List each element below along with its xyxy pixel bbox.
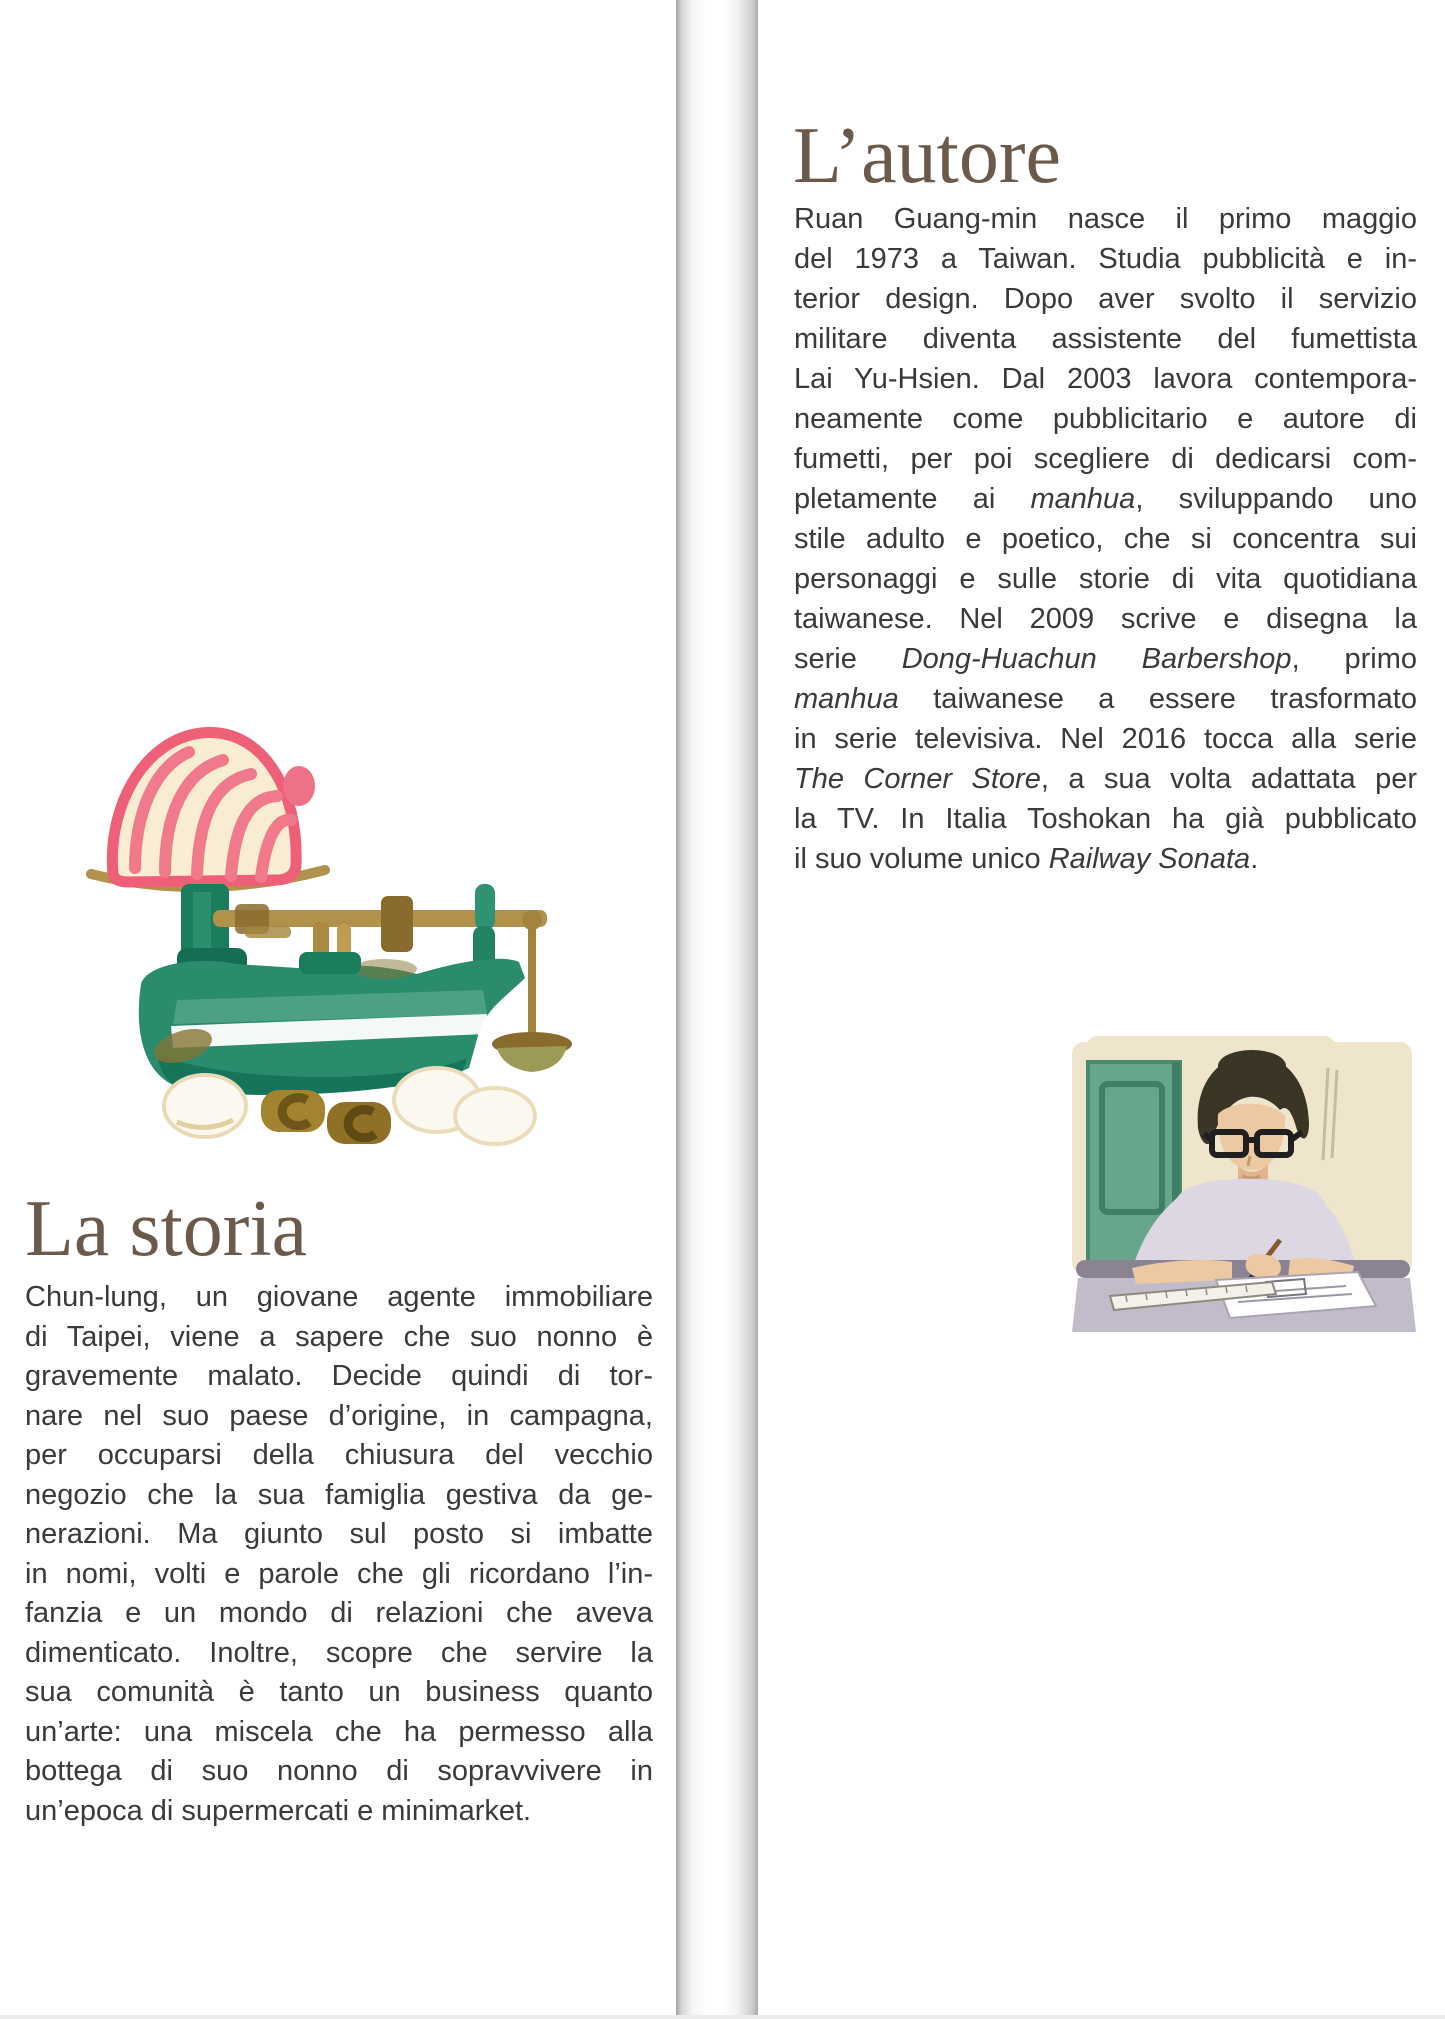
text-line: sua comunità è tanto un business quanto: [25, 1676, 653, 1708]
scale-body: [139, 952, 525, 1095]
text-line: pletamente ai manhua, sviluppando uno: [794, 483, 1418, 515]
scale-beam: [213, 896, 547, 952]
text-line: fumetti, per poi scegliere di dedicarsi com-: [794, 443, 1417, 475]
text-line: fanzia e un mondo di relazioni che aveva: [25, 1597, 653, 1629]
author-illustration: [1066, 1028, 1420, 1338]
text-line: in serie televisiva. Nel 2016 tocca alla serie: [794, 723, 1417, 755]
text-line: The Corner Store, a sua volta adattata per: [794, 763, 1417, 795]
text-line: serie Dong-Huachun Barbershop, primo: [794, 643, 1417, 675]
text-line: nare nel suo paese d’origine, in campagna,: [25, 1399, 653, 1432]
text-line: terior design. Dopo aver svolto il servizio: [794, 283, 1417, 315]
text-line: manhua taiwanese a essere trasformato: [794, 683, 1417, 715]
text-line: taiwanese. Nel 2009 scrive e disegna la: [794, 603, 1417, 635]
text-line: gravemente malato. Decide quindi di tor-: [25, 1360, 653, 1392]
text-line: un’epoca di supermercati e minimarket.: [25, 1794, 532, 1827]
scale-illustration-svg: [85, 716, 601, 1148]
text-line: un’arte: una miscela che ha permesso alla: [25, 1715, 653, 1748]
text-line: Chun-lung, un giovane agente immobiliare: [25, 1281, 653, 1313]
story-paragraph: [25, 1278, 653, 1831]
text-line: negozio che la sua famiglia gestiva da ge-: [25, 1478, 653, 1511]
page-bottom-edge: [0, 2015, 1445, 2019]
text-line: la TV. In Italia Toshokan ha già pubblicato: [794, 803, 1417, 835]
text-line: neamente come pubblicitario e autore di: [794, 403, 1417, 435]
text-line: del 1973 a Taiwan. Studia pubblicità e in-: [794, 243, 1417, 275]
text-line: nerazioni. Ma giunto sul posto si imbatte: [25, 1518, 653, 1550]
author-illustration-svg: [1066, 1028, 1420, 1338]
text-line: il suo volume unico Railway Sonata.: [794, 843, 1259, 875]
text-line: Lai Yu-Hsien. Dal 2003 lavora contempora-: [794, 363, 1417, 395]
text-line: militare diventa assistente del fumettista: [794, 323, 1417, 355]
text-line: stile adulto e poetico, che si concentra sui: [794, 523, 1417, 555]
story-heading: La storia: [25, 1185, 308, 1273]
dome-cover: [112, 732, 315, 882]
page-fold-gutter: [676, 0, 758, 2019]
text-line: dimenticato. Inoltre, scopre che servire la: [25, 1636, 653, 1669]
text-line: personaggi e sulle storie di vita quotidiana: [794, 563, 1417, 595]
author-paragraph: [794, 199, 1417, 879]
text-line: bottega di suo nonno di sopravvivere in: [25, 1755, 653, 1787]
author-heading: L’autore: [793, 112, 1062, 200]
text-line: Ruan Guang-min nasce il primo maggio: [794, 203, 1417, 235]
scale-illustration: [85, 716, 601, 1148]
text-line: di Taipei, viene a sapere che suo nonno è: [25, 1320, 653, 1353]
text-line: in nomi, volti e parole che gli ricordano l’in-: [25, 1557, 653, 1590]
text-line: per occuparsi della chiusura del vecchio: [25, 1439, 653, 1471]
